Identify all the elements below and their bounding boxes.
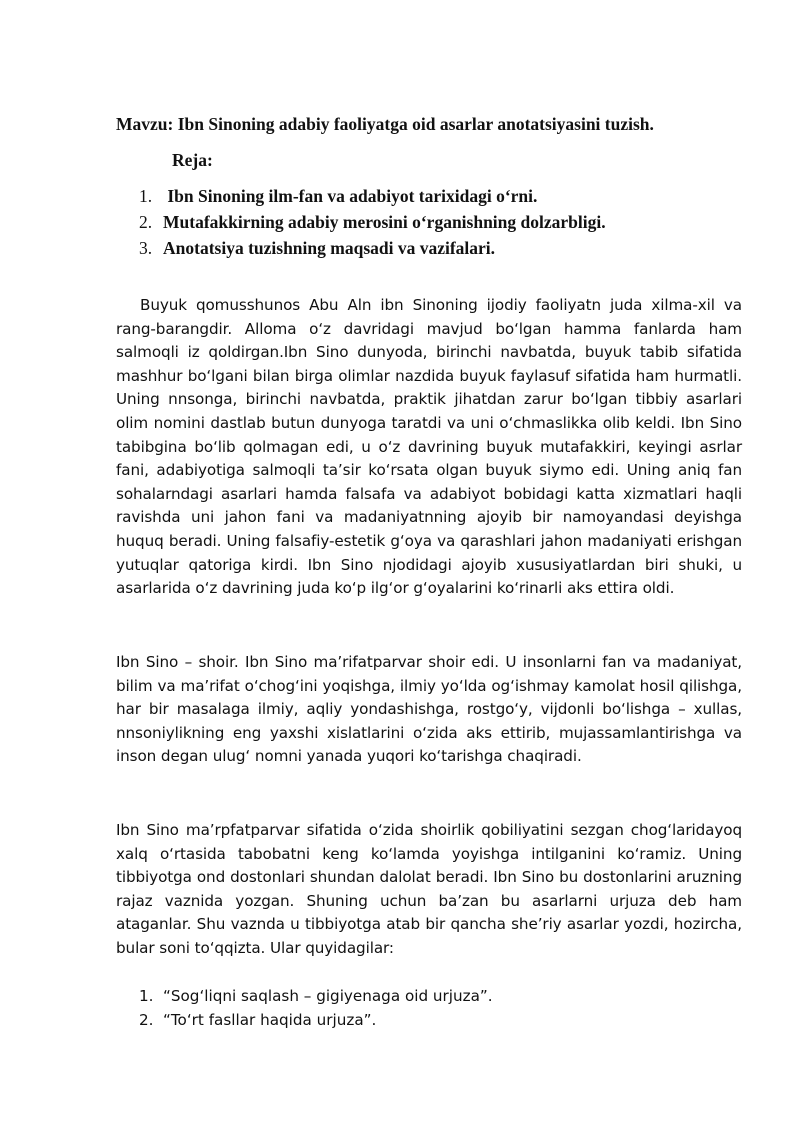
paragraph-intro: Buyuk qomusshunos Abu Aln ibn Sinoning ijodiy faoliyatn juda xilma-xil va rang-barangdir. Alloma o‘z davridagi mavjud bo‘lgan hamma fanlarda ham salmoqli iz qoldirgan.Ibn Sino dunyoda, birinchi navbatda, buyuk tabib sifatida mashhur bo‘lgani bilan birga olimlar nazdida buyuk faylasuf sifatida ham hurmatli. Uning nnsonga, birinchi navbatda, praktik jihatdan zarur bo‘lgan tibbiy asarlari olim nomini dastlab butun dunyoga taratdi va uni o‘chmaslikka olib keldi. Ibn Sino tabibgina bo‘lib qolmagan edi, u o‘z davrining buyuk mutafakkiri, keyingi asrlar fani, adabiyotiga salmoqli ta’sir ko‘rsata olgan buyuk siymo edi. Uning aniq fan sohalarndagi asarlari hamda falsafa va adabiyot bobidagi katta xizmatlari haqli ravishda uni jahon fani va madaniyatnning ajoyib bir namoyandasi deyishga huquq beradi. Uning falsafiy-estetik g‘oya va qarashlari jahon madaniyati erishgan yutuqlar qatoriga kirdi. Ibn Sino njodidagi ajoyib xususiyatlardan biri shuki, u asarlarida o‘z davrining juda ko‘p ilg‘or g‘oyalarini ko‘rinarli aks ettira oldi.	[116, 296, 742, 598]
works-list	[139, 985, 739, 1032]
plan-item	[139, 235, 759, 261]
plan-item-text: Anotatsiya tuzishning maqsadi va vazifalari.	[163, 238, 496, 258]
plan-item-text: Mutafakkirning adabiy merosini o‘rganishning dolzarbligi.	[163, 212, 606, 232]
paragraph-urjuza: Ibn Sino ma’rpfatparvar sifatida o‘zida shoirlik qobiliyatini sezgan chog‘laridayoq xalq o‘rtasida tabobatni keng ko‘lamda yoyishga intilganini ko‘ramiz. Uning tibbiyotga ond dostonlari shundan dalolat beradi. Ibn Sino bu dostonlarini aruzning rajaz vaznida yozgan. Shuning uchun ba’zan bu asarlarni urjuza deb ham ataganlar. Shu vaznda u tibbiyotga atab bir qancha she’riy asarlar yozdi, hozircha, bular soni to‘qqizta. Ular quyidagilar:	[116, 821, 742, 957]
plan-label: Reja:	[172, 150, 213, 170]
plan-item-text: Ibn Sinoning ilm-fan va adabiyot tarixidagi o‘rni.	[163, 186, 538, 206]
plan-item	[139, 183, 759, 209]
works-item-number: 1.	[139, 987, 154, 1005]
plan-item-number: 2.	[139, 212, 153, 232]
works-item-text: “Sog‘liqni saqlash – gigiyenaga oid urjuza”.	[163, 987, 493, 1005]
plan-list	[139, 183, 759, 261]
works-item-number: 2.	[139, 1010, 154, 1029]
plan-item-number: 3.	[139, 238, 153, 258]
works-item-text: “To‘rt fasllar haqida urjuza”.	[163, 1010, 377, 1029]
document-title: Mavzu: Ibn Sinoning adabiy faoliyatga oid asarlar anotatsiyasini tuzish.	[116, 114, 654, 134]
works-list-item	[139, 985, 739, 1009]
plan-item-number: 1.	[139, 186, 153, 206]
plan-item	[139, 209, 759, 235]
works-list-item	[139, 1009, 739, 1033]
paragraph-poet: Ibn Sino – shoir. Ibn Sino ma’rifatparvar shoir edi. U insonlarni fan va madaniyat, bilim va ma’rifat o‘chog‘ini yoqishga, ilmiy yo‘lda og‘ishmay kamolat hosil qilishga, har bir masalaga ilmiy, aqliy yondashishga, rostgo‘y, vijdonli bo‘lishga – xullas, nnsoniylikning eng yaxshi xislatlarini o‘zida aks ettirib, mujassamlantirishga va inson degan ulug‘ nomni yanada yuqori ko‘tarishga chaqiradi.	[116, 653, 742, 766]
